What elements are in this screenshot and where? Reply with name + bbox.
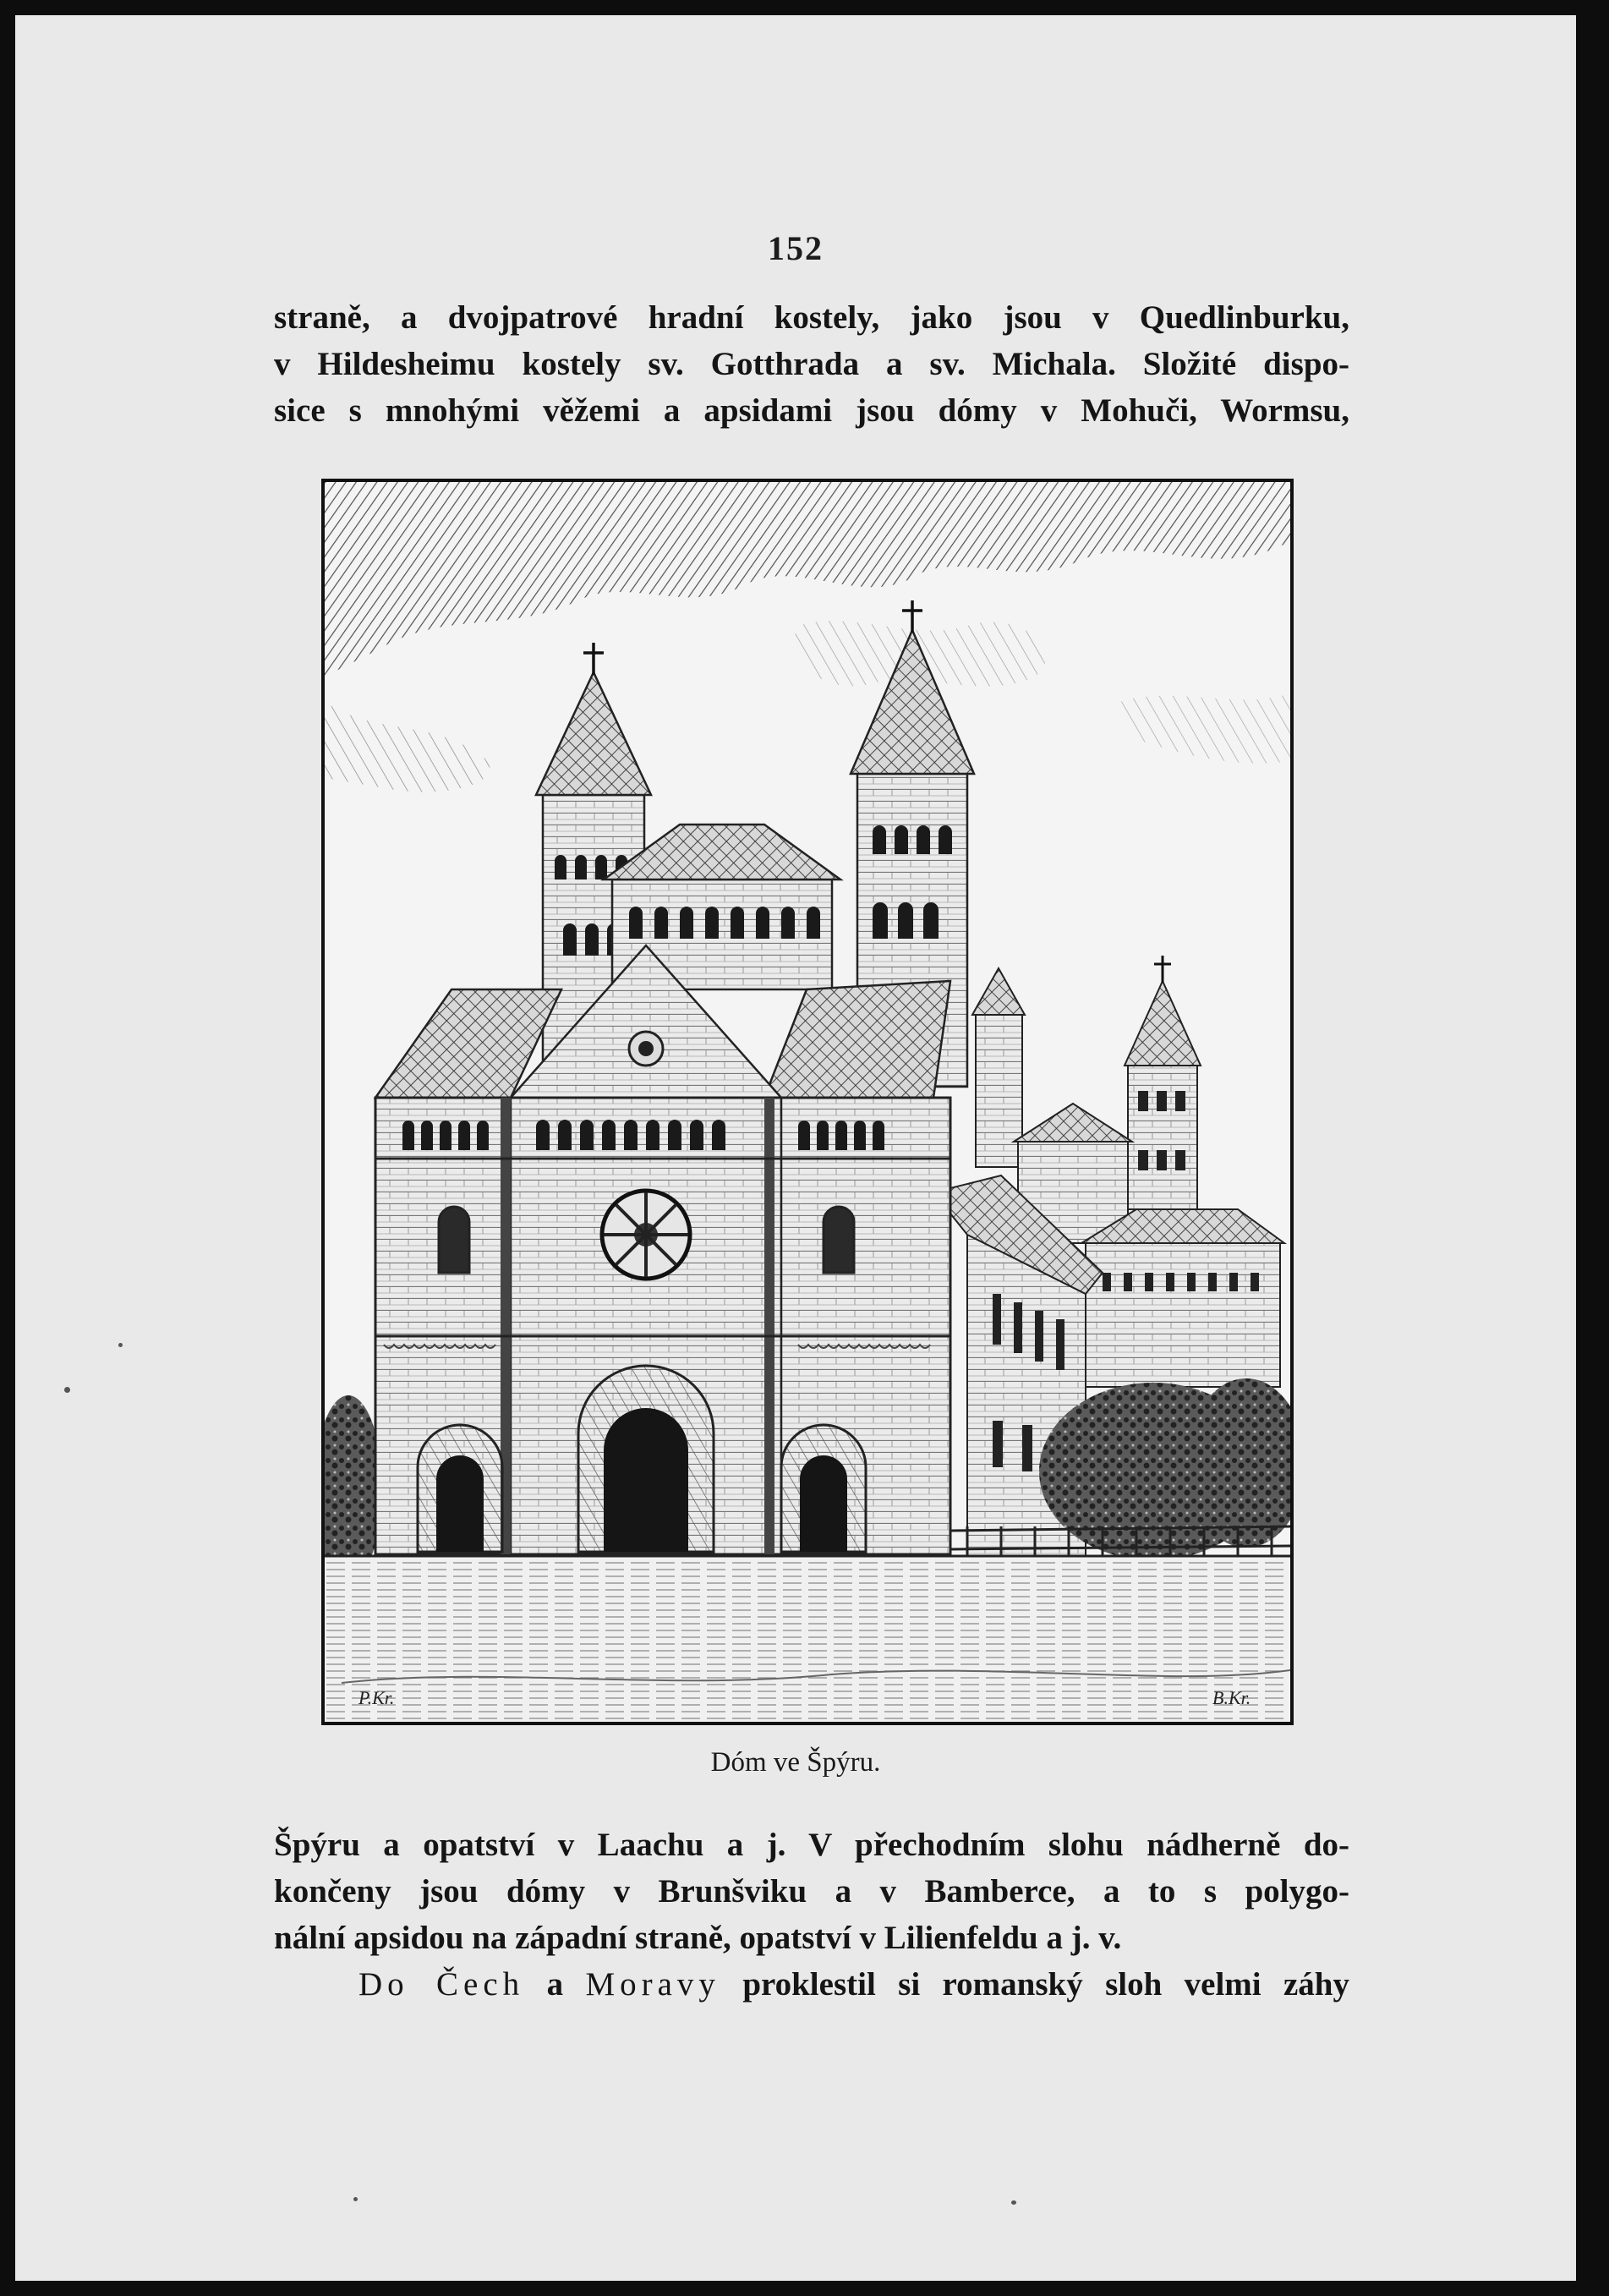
cathedral-engraving [325, 482, 1290, 1722]
text-line: sice s mnohými věžemi a apsidami jsou dómy v Mohuči, Wormsu, [274, 392, 1349, 429]
cathedral-illustration [321, 479, 1294, 1725]
text-line: straně, a dvojpatrové hradní kostely, jako jsou v Quedlinburku, [274, 299, 1349, 336]
text-line: nální apsidou na západní straně, opatství v Lilienfeldu a j. v. [274, 1920, 1122, 1956]
body-text [274, 1822, 1349, 2008]
line-rest-text: proklestil si romanský sloh velmi záhy [720, 1966, 1349, 2003]
scan-speck [353, 2197, 358, 2201]
scan-speck [118, 1343, 123, 1347]
scan-speck [1011, 2200, 1016, 2205]
engraver-signature-right: B.Kr. [1212, 1687, 1251, 1708]
book-page [15, 15, 1576, 2281]
paragraph-start-line [274, 1961, 1349, 2008]
scan-speck [64, 1387, 70, 1393]
text-line: v Hildesheimu kostely sv. Gotthrada a sv. Michala. Složité dispo- [274, 346, 1349, 382]
spaced-text: Do Čech [358, 1966, 525, 2003]
text-line: končeny jsou dómy v Brunšviku a v Bamberce, a to s polygo- [274, 1873, 1349, 1910]
top-paragraph [274, 294, 1349, 434]
engraver-signature-left: P.Kr. [358, 1687, 395, 1708]
text-line: Špýru a opatství v Laachu a j. V přechodním slohu nádherně do- [274, 1827, 1349, 1863]
page-number: 152 [768, 229, 824, 267]
spaced-text: Moravy [585, 1966, 720, 2003]
figure-caption: Dóm ve Špýru. [710, 1747, 881, 1778]
conjunction-text: a [524, 1966, 586, 2003]
